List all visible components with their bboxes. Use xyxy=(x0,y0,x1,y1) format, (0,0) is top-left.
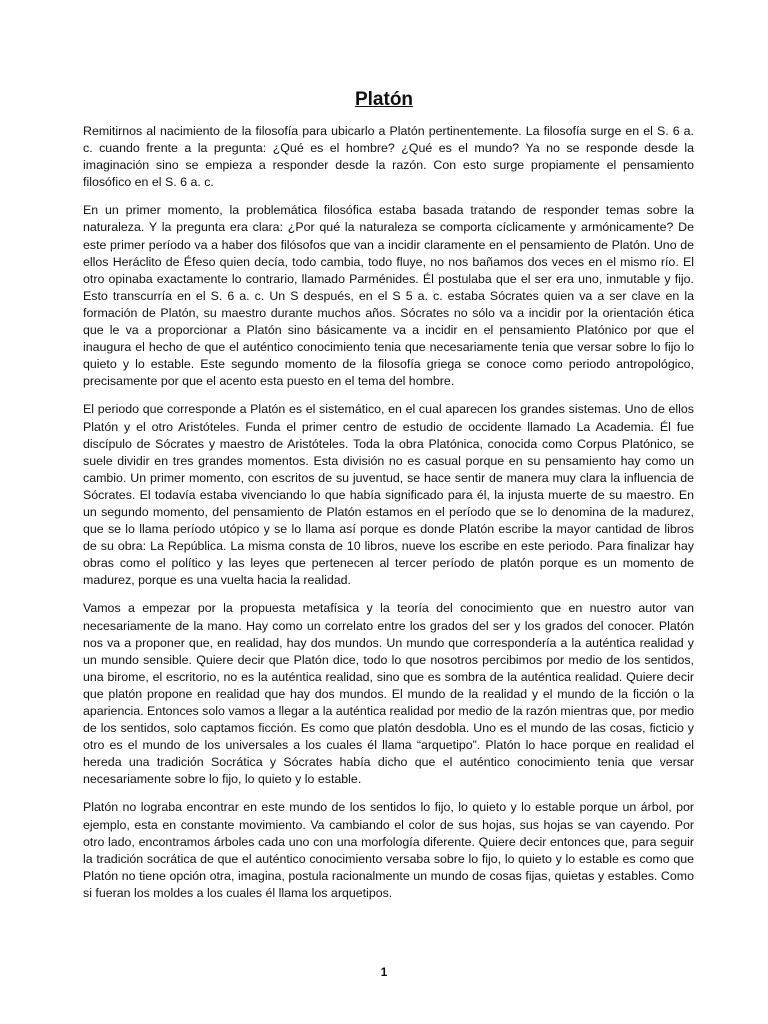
paragraph-5: Platón no lograba encontrar en este mundo de los sentidos lo fijo, lo quieto y lo estable porque un árbol, por ejemplo, esta en constante movimiento. Va cambiando el color de sus hojas, sus hojas se van cayendo. Por otro lado, encontramos árboles cada uno con una morfología diferente. Quiere decir entonces que, para seguir la tradición socrática de que el auténtico conocimiento versaba sobre lo fijo, lo quieto y lo estable es como que Platón no tiene opción otra, imagina, postula racionalmente un mundo de cosas fijas, quietas y estables. Como si fueran los moldes a los cuales él llama los arquetipos. xyxy=(83,800,694,900)
paragraph-3: El periodo que corresponde a Platón es el sistemático, en el cual aparecen los grandes sistemas. Uno de ellos Platón y el otro Aristóteles. Funda el primer centro de estudio de occidente llamado La Academia. Él fue discípulo de Sócrates y maestro de Aristóteles. Toda la obra Platónica, conocida como Corpus Platónico, se suele dividir en tres grandes momentos. Esta división no es casual porque en su pensamiento hay como un cambio. Un primer momento, con escritos de su juventud, se hace sentir de manera muy clara la influencia de Sócrates. El todavía estaba vivenciando lo que había significado para él, la injusta muerte de su maestro. En un segundo momento, del pensamiento de Platón estamos en el período que se lo denomina de la madurez, que se lo llama período utópico y se lo llama así porque es donde Platón escribe la mayor cantidad de libros de su obra: La República. La misma consta de 10 libros, nueve los escribe en este periodo. Para finalizar hay obras como el político y las leyes que pertenecen al tercer período de platón porque es un momento de madurez, porque es una vuelta hacia la realidad. xyxy=(83,402,694,588)
paragraph-2: En un primer momento, la problemática filosófica estaba basada tratando de responder temas sobre la naturaleza. Y la pregunta era clara: ¿Por qué la naturaleza se comporta cíclicamente y armónicamente? De este primer período va a haber dos filósofos que van a incidir claramente en el pensamiento de Platón. Uno de ellos Heráclito de Éfeso quien decía, todo cambia, todo fluye, no nos bañamos dos veces en el mismo río. El otro opinaba exactamente lo contrario, llamado Parménides. Él postulaba que el ser era uno, inmutable y fijo. Esto transcurría en el S. 6 a. c. Un S después, en el S 5 a. c. estaba Sócrates quien va a ser clave en la formación de Platón, su maestro durante muchos años. Sócrates no sólo va a incidir por la orientación ética que le va a proporcionar a Platón sino básicamente va a incidir en el pensamiento Platónico por que el inaugura el hecho de que el auténtico conocimiento tenia que necesariamente tenia que versar sobre lo fijo lo quieto y lo estable. Este segundo momento de la filosofía griega se conoce como periodo antropológico, precisamente por que el acento esta puesto en el tema del hombre. xyxy=(83,203,694,389)
page-title: Platón xyxy=(354,89,414,110)
paragraph-1: Remitirnos al nacimiento de la filosofía para ubicarlo a Platón pertinentemente. La filosofía surge en el S. 6 a. c. cuando frente a la pregunta: ¿Qué es el hombre? ¿Qué es el mundo? Ya no se responde desde la imaginación sino se empieza a responder desde la razón. Con esto surge propiamente el pensamiento filosófico en el S. 6 a. c. xyxy=(83,124,694,190)
paragraph-4: Vamos a empezar por la propuesta metafísica y la teoría del conocimiento que en nuestro autor van necesariamente de la mano. Hay como un correlato entre los grados del ser y los grados del conocer. Platón nos va a proponer que, en realidad, hay dos mundos. Un mundo que correspondería a la auténtica realidad y un mundo sensible. Quiere decir que Platón dice, todo lo que nosotros percibimos por medio de los sentidos, una birome, el escritorio, no es la auténtica realidad, sino que es sombra de la auténtica realidad. Quiere decir que platón propone en realidad que hay dos mundos. El mundo de la realidad y el mundo de la ficción o la apariencia. Entonces solo vamos a llegar a la auténtica realidad por medio de la razón mientras que, por medio de los sentidos, solo captamos ficción. Es como que platón desdobla. Uno es el mundo de las cosas, ficticio y otro es el mundo de los universales a los cuales él llama “arquetipo”. Platón lo hace porque en realidad el hereda una tradición Socrática y Sócrates había dicho que el auténtico conocimiento tenia que versar necesariamente sobre lo fijo, lo quieto y lo estable. xyxy=(83,601,694,787)
page-number: 1 xyxy=(380,965,388,979)
document-body xyxy=(83,123,694,913)
